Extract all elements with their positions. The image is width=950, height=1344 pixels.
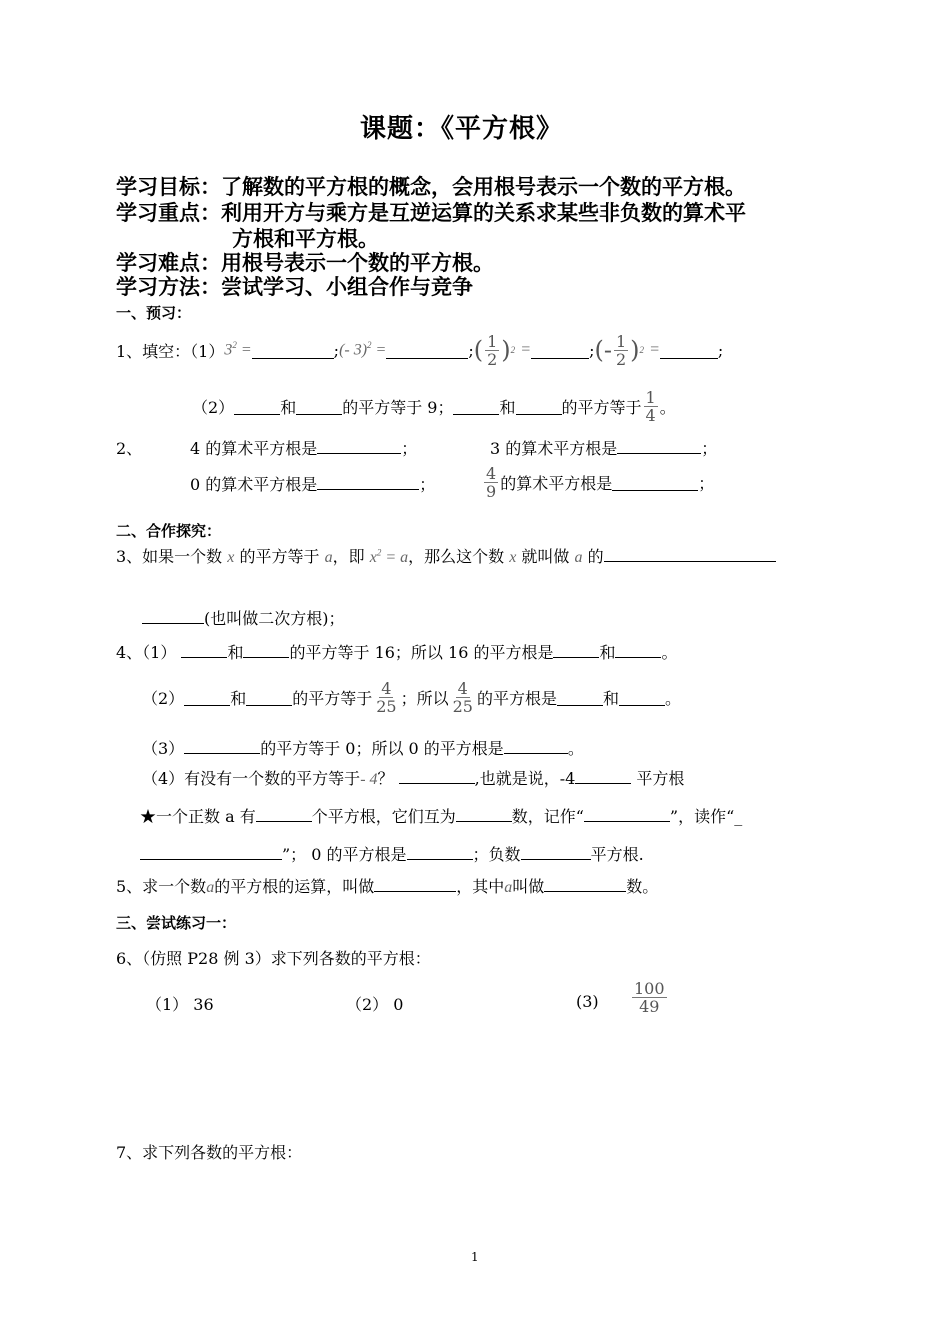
q1-2-blank-4[interactable]: [516, 398, 562, 415]
learning-focus: 学习重点：利用开方与乘方是互逆运算的关系求某些非负数的算术平: [116, 200, 746, 225]
star-blank-4[interactable]: [140, 843, 282, 860]
question-3: 3、如果一个数 x 的平方等于 a，即 $x^2 = a$，那么这个数 x 就叫做 a 的: [116, 544, 776, 567]
q4-1-blank-3[interactable]: [553, 641, 599, 658]
q4-4-blank-1[interactable]: [399, 767, 475, 784]
q4-2-blank-4[interactable]: [619, 689, 665, 706]
section-2-heading: 二、合作探究：: [116, 522, 222, 540]
q1-blank-4[interactable]: [660, 342, 718, 359]
question-2-c: 0 的算术平方根是 ；: [190, 475, 436, 494]
question-1-part-2: （2） 和 的平方等于 9； 和 的平方等于 $\frac{1}{4}$ 。: [192, 387, 676, 425]
four-ninths-fraction: $\frac{4}{9}$: [486, 463, 497, 501]
quarter-fraction: $\frac{1}{4}$: [645, 387, 656, 425]
question-2-b: 3 的算术平方根是 ；: [490, 439, 718, 458]
q1-neg-half-fraction: $\frac{1}{2}$: [615, 331, 627, 369]
q4-2-blank-1[interactable]: [184, 689, 230, 706]
q4-3-blank-1[interactable]: [184, 737, 260, 754]
star-statement: ★一个正数 a 有 个平方根，它们互为 数，记作“ ”，读作“_: [140, 807, 743, 826]
question-6-2: （2） 0: [346, 995, 404, 1014]
q1-blank-2[interactable]: [386, 342, 468, 359]
learning-method: 学习方法：尝试学习、小组合作与竞争: [116, 274, 473, 299]
page-title: 课题：《平方根》: [360, 114, 564, 144]
q2-blank-a[interactable]: [317, 437, 401, 454]
question-1-part-1: 1、填空：（1） $3^2$ = ; (- 3)$^2$ = ; ( $\frac{1}{2}$ ) 2 = ; (- $\frac{1}{2}$ ) 2 = ;: [116, 331, 724, 369]
q2-blank-d[interactable]: [612, 474, 698, 491]
q1-2-blank-3[interactable]: [453, 398, 499, 415]
q4-1-blank-2[interactable]: [243, 641, 289, 658]
star-blank-3[interactable]: [584, 805, 670, 822]
q4-1-blank-1[interactable]: [181, 641, 227, 658]
question-6-3-fraction: $\frac{100}{49}$: [634, 979, 665, 1016]
q4-2-blank-2[interactable]: [246, 689, 292, 706]
q4-1-blank-4[interactable]: [615, 641, 661, 658]
question-6: 6、（仿照 P28 例 3）求下列各数的平方根：: [116, 949, 431, 968]
q1-2-blank-1[interactable]: [234, 398, 280, 415]
q3-blank-1[interactable]: [604, 545, 776, 562]
question-6-3: (3): [576, 992, 599, 1011]
q3-blank-2[interactable]: [142, 607, 204, 624]
q5-blank-1[interactable]: [374, 875, 456, 892]
question-7: 7、求下列各数的平方根：: [116, 1143, 303, 1162]
q1-2-blank-2[interactable]: [296, 398, 342, 415]
q1-blank-1[interactable]: [252, 342, 334, 359]
learning-focus-cont: 方根和平方根。: [232, 226, 379, 251]
q5-blank-2[interactable]: [544, 875, 626, 892]
question-6-1: （1） 36: [146, 995, 214, 1014]
question-3-cont: (也叫做二次方根)；: [142, 606, 345, 629]
q2-blank-b[interactable]: [617, 437, 701, 454]
four-25-fraction-b: $\frac{4}{25}$: [452, 678, 473, 716]
q1-base-b: (- 3)$^2$ =: [339, 340, 387, 359]
star-blank-5[interactable]: [407, 843, 473, 860]
q4-3-blank-2[interactable]: [504, 737, 568, 754]
question-4-3: （3） 的平方等于 0；所以 0 的平方根是 。: [142, 739, 584, 758]
question-4-1: 4、（1） 和 的平方等于 16；所以 16 的平方根是 和 。: [116, 643, 678, 662]
star-blank-6[interactable]: [521, 843, 591, 860]
q2-blank-c[interactable]: [317, 473, 419, 490]
star-statement-cont: ”； 0 的平方根是 ；负数 平方根.: [140, 842, 644, 865]
q1-blank-3[interactable]: [531, 342, 589, 359]
question-5: 5、求一个数a的平方根的运算，叫做 ，其中a叫做 数。: [116, 877, 659, 896]
question-2-label: 2、: [116, 439, 143, 458]
learning-goal: 学习目标：了解数的平方根的概念，会用根号表示一个数的平方根。: [116, 174, 746, 199]
star-blank-1[interactable]: [256, 805, 312, 822]
star-blank-2[interactable]: [456, 805, 512, 822]
four-25-fraction-a: $\frac{4}{25}$: [376, 678, 397, 716]
question-2-a: 4 的算术平方根是 ；: [190, 439, 418, 458]
page-number: 1: [471, 1250, 479, 1264]
question-2-d: $\frac{4}{9}$ 的算术平方根是 ；: [486, 463, 715, 501]
q1-half-fraction: $\frac{1}{2}$: [487, 331, 498, 369]
question-4-2: （2） 和 的平方等于 $\frac{4}{25}$ ；所以 $\frac{4}{25}$ 的平方根是 和 。: [142, 678, 681, 716]
question-4-4: （4）有没有一个数的平方等于- 4？ ,也就是说，-4 平方根: [142, 769, 685, 788]
q4-4-blank-2[interactable]: [575, 767, 631, 784]
section-3-heading: 三、尝试练习一：: [116, 914, 237, 932]
section-1-heading: 一、预习：: [116, 304, 192, 322]
q4-2-blank-3[interactable]: [557, 689, 603, 706]
q1-prefix: 1、填空：（1）: [116, 341, 225, 361]
q1-base-a: $3^2$ =: [224, 340, 252, 359]
learning-difficulty: 学习难点：用根号表示一个数的平方根。: [116, 250, 494, 275]
